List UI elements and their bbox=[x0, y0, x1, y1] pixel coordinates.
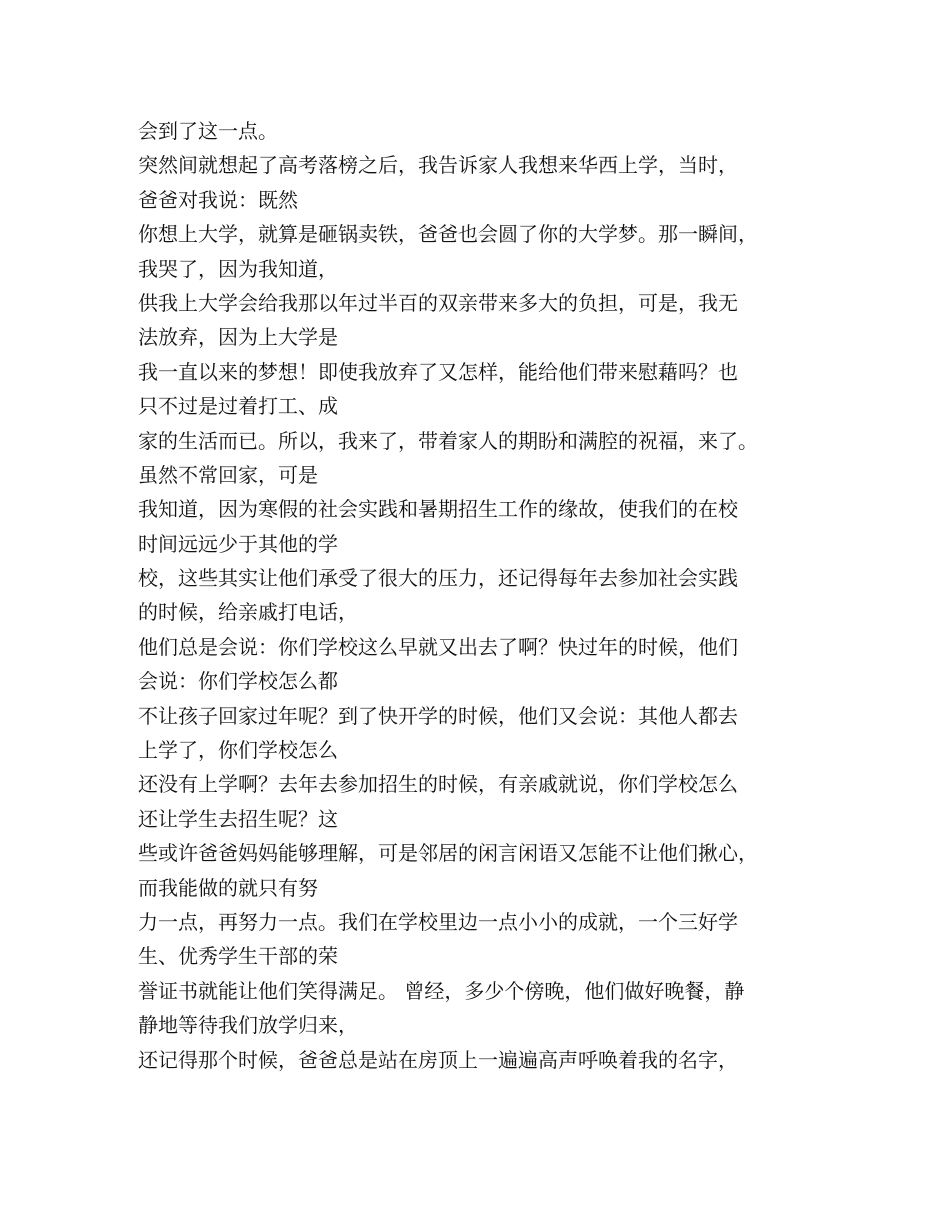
text-line: 我一直以来的梦想！即使我放弃了又怎样，能给他们带来慰藉吗？也 bbox=[138, 359, 738, 384]
text-line: 生、优秀学生干部的荣 bbox=[138, 944, 338, 969]
text-line: 会到了这一点。 bbox=[138, 119, 278, 143]
text-line: 还让学生去招生呢？这 bbox=[138, 806, 338, 831]
text-line: 会说：你们学校怎么都 bbox=[138, 669, 338, 694]
text-line: 还记得那个时候，爸爸总是站在房顶上一遍遍高声呼唤着我的名字， bbox=[138, 1047, 738, 1072]
text-line: 我知道，因为寒假的社会实践和暑期招生工作的缘故，使我们的在校 bbox=[138, 497, 738, 522]
text-line: 他们总是会说：你们学校这么早就又出去了啊？快过年的时候，他们 bbox=[138, 634, 738, 659]
text-line: 上学了，你们学校怎么 bbox=[138, 738, 338, 763]
body-text bbox=[138, 114, 838, 1077]
text-line: 的时候，给亲戚打电话， bbox=[138, 600, 358, 625]
text-line: 突然间就想起了高考落榜之后，我告诉家人我想来华西上学，当时， bbox=[138, 153, 738, 178]
text-line: 些或许爸爸妈妈能够理解，可是邻居的闲言闲语又怎能不让他们揪心， bbox=[138, 841, 758, 866]
text-line: 爸爸对我说：既然 bbox=[138, 187, 298, 212]
text-line: 法放弃，因为上大学是 bbox=[138, 325, 338, 350]
text-line: 我哭了，因为我知道， bbox=[138, 256, 338, 281]
text-line: 你想上大学，就算是砸锅卖铁，爸爸也会圆了你的大学梦。那一瞬间， bbox=[138, 222, 758, 247]
text-line: 而我能做的就只有努 bbox=[138, 875, 318, 900]
text-line: 静地等待我们放学归来， bbox=[138, 1013, 358, 1038]
text-line: 虽然不常回家，可是 bbox=[138, 462, 318, 487]
text-line: 力一点，再努力一点。我们在学校里边一点小小的成就，一个三好学 bbox=[138, 909, 738, 934]
text-line: 家的生活而已。所以，我来了，带着家人的期盼和满腔的祝福，来了。 bbox=[138, 428, 758, 453]
text-line: 时间远远少于其他的学 bbox=[138, 531, 338, 556]
text-line: 还没有上学啊？去年去参加招生的时候，有亲戚就说，你们学校怎么 bbox=[138, 772, 738, 797]
text-line: 不让孩子回家过年呢？到了快开学的时候，他们又会说：其他人都去 bbox=[138, 703, 738, 728]
text-line: 誉证书就能让他们笑得满足。 曾经，多少个傍晚，他们做好晚餐，静 bbox=[138, 978, 745, 1003]
text-line: 校，这些其实让他们承受了很大的压力，还记得每年去参加社会实践 bbox=[138, 566, 738, 591]
text-line: 只不过是过着打工、成 bbox=[138, 394, 338, 419]
text-line: 供我上大学会给我那以年过半百的双亲带来多大的负担，可是，我无 bbox=[138, 290, 738, 315]
